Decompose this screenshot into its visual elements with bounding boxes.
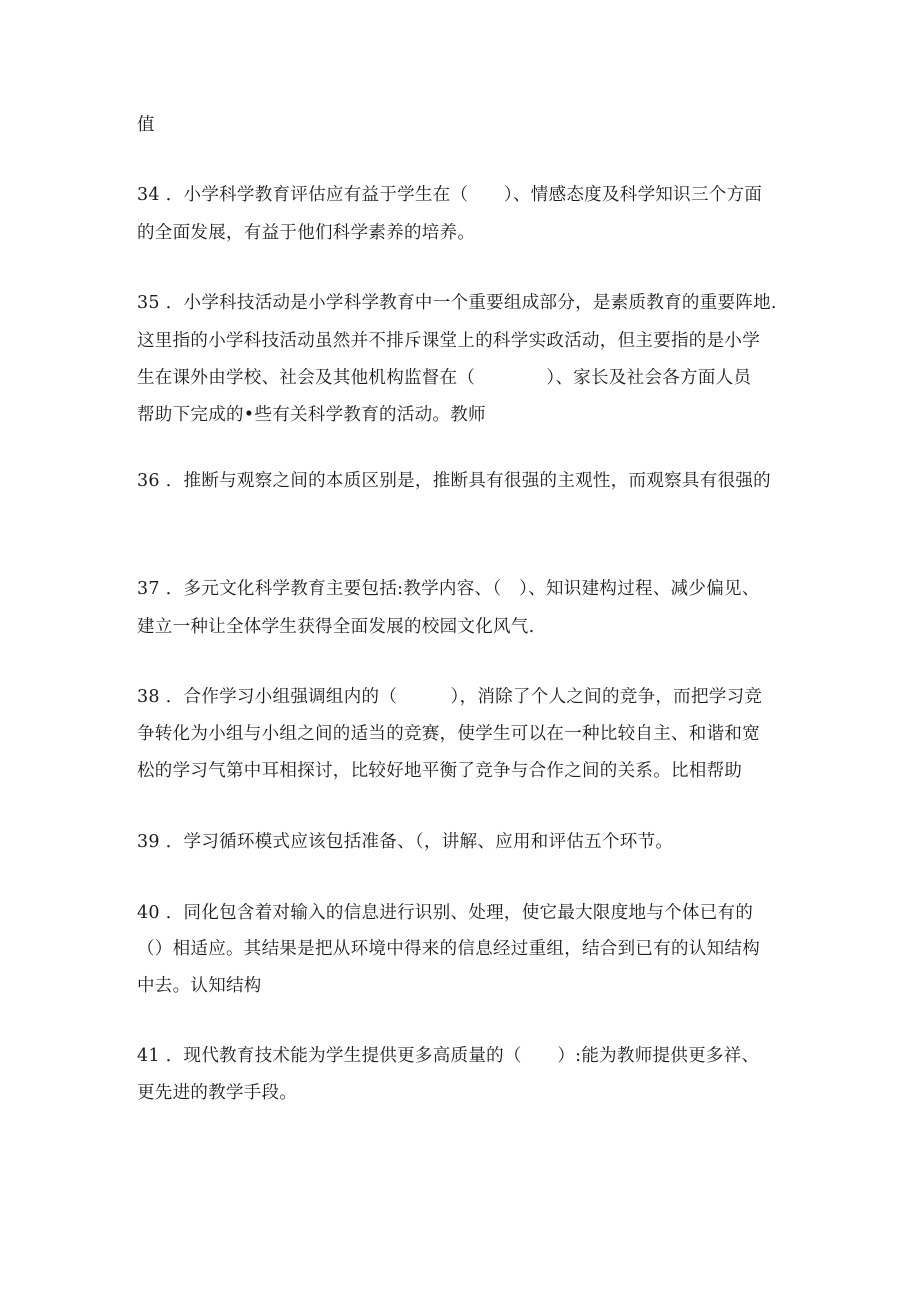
text-line: 34 ．小学科学教育评估应有益于学生在（ ）、情感态度及科学知识三个方面 (137, 185, 763, 205)
text-line: 值 (137, 115, 155, 135)
text-line: 帮助下完成的•些有关科学教育的活动。教师 (137, 405, 486, 425)
text-line: 中去。认知结构 (137, 976, 262, 996)
text-line: 争转化为小组与小组之间的适当的竞赛，使学生可以在一种比较自主、和谐和宽 (137, 724, 760, 744)
text-line: 35 ．小学科技活动是小学科学教育中一个重要组成部分，是素质教育的重要阵地. (137, 293, 777, 313)
text-line: 生在课外由学校、社会及其他机构监督在（ ）、家长及社会各方面人员 (137, 368, 752, 388)
text-line: 更先进的教学手段。 (137, 1083, 298, 1103)
text-line: （）相适应。其结果是把从环境中得来的信息经过重组，结合到已有的认知结构 (137, 939, 760, 959)
text-line: 这里指的小学科技活动虽然并不排斥课堂上的科学实政活动，但主要指的是小学 (137, 331, 760, 351)
text-line: 41 ．现代教育技术能为学生提供更多高质量的（ ）:能为教师提供更多祥、 (137, 1046, 760, 1066)
text-line: 39 ．学习循环模式应该包括准备、（，讲解、应用和评估五个环节。 (137, 832, 674, 852)
text-line: 的全面发展，有益于他们科学素养的培养。 (137, 223, 476, 243)
text-line: 37 ．多元文化科学教育主要包括:教学内容、（ ）、知识建构过程、减少偏见、 (137, 579, 760, 599)
text-line: 38 ．合作学习小组强调组内的（ ），消除了个人之间的竞争，而把学习竞 (137, 687, 763, 707)
text-line: 松的学习气第中耳相探讨，比较好地平衡了竞争与合作之间的关系。比相帮助 (137, 761, 743, 781)
text-line: 40 ．同化包含着对输入的信息进行识别、处理，使它最大限度地与个体已有的 (137, 903, 754, 923)
text-line: 36 ．推断与观察之间的本质区别是，推断具有很强的主观性，而观察具有很强的 (137, 471, 771, 491)
text-line: 建立一种让全体学生获得全面发展的校园文化风气. (137, 617, 535, 637)
